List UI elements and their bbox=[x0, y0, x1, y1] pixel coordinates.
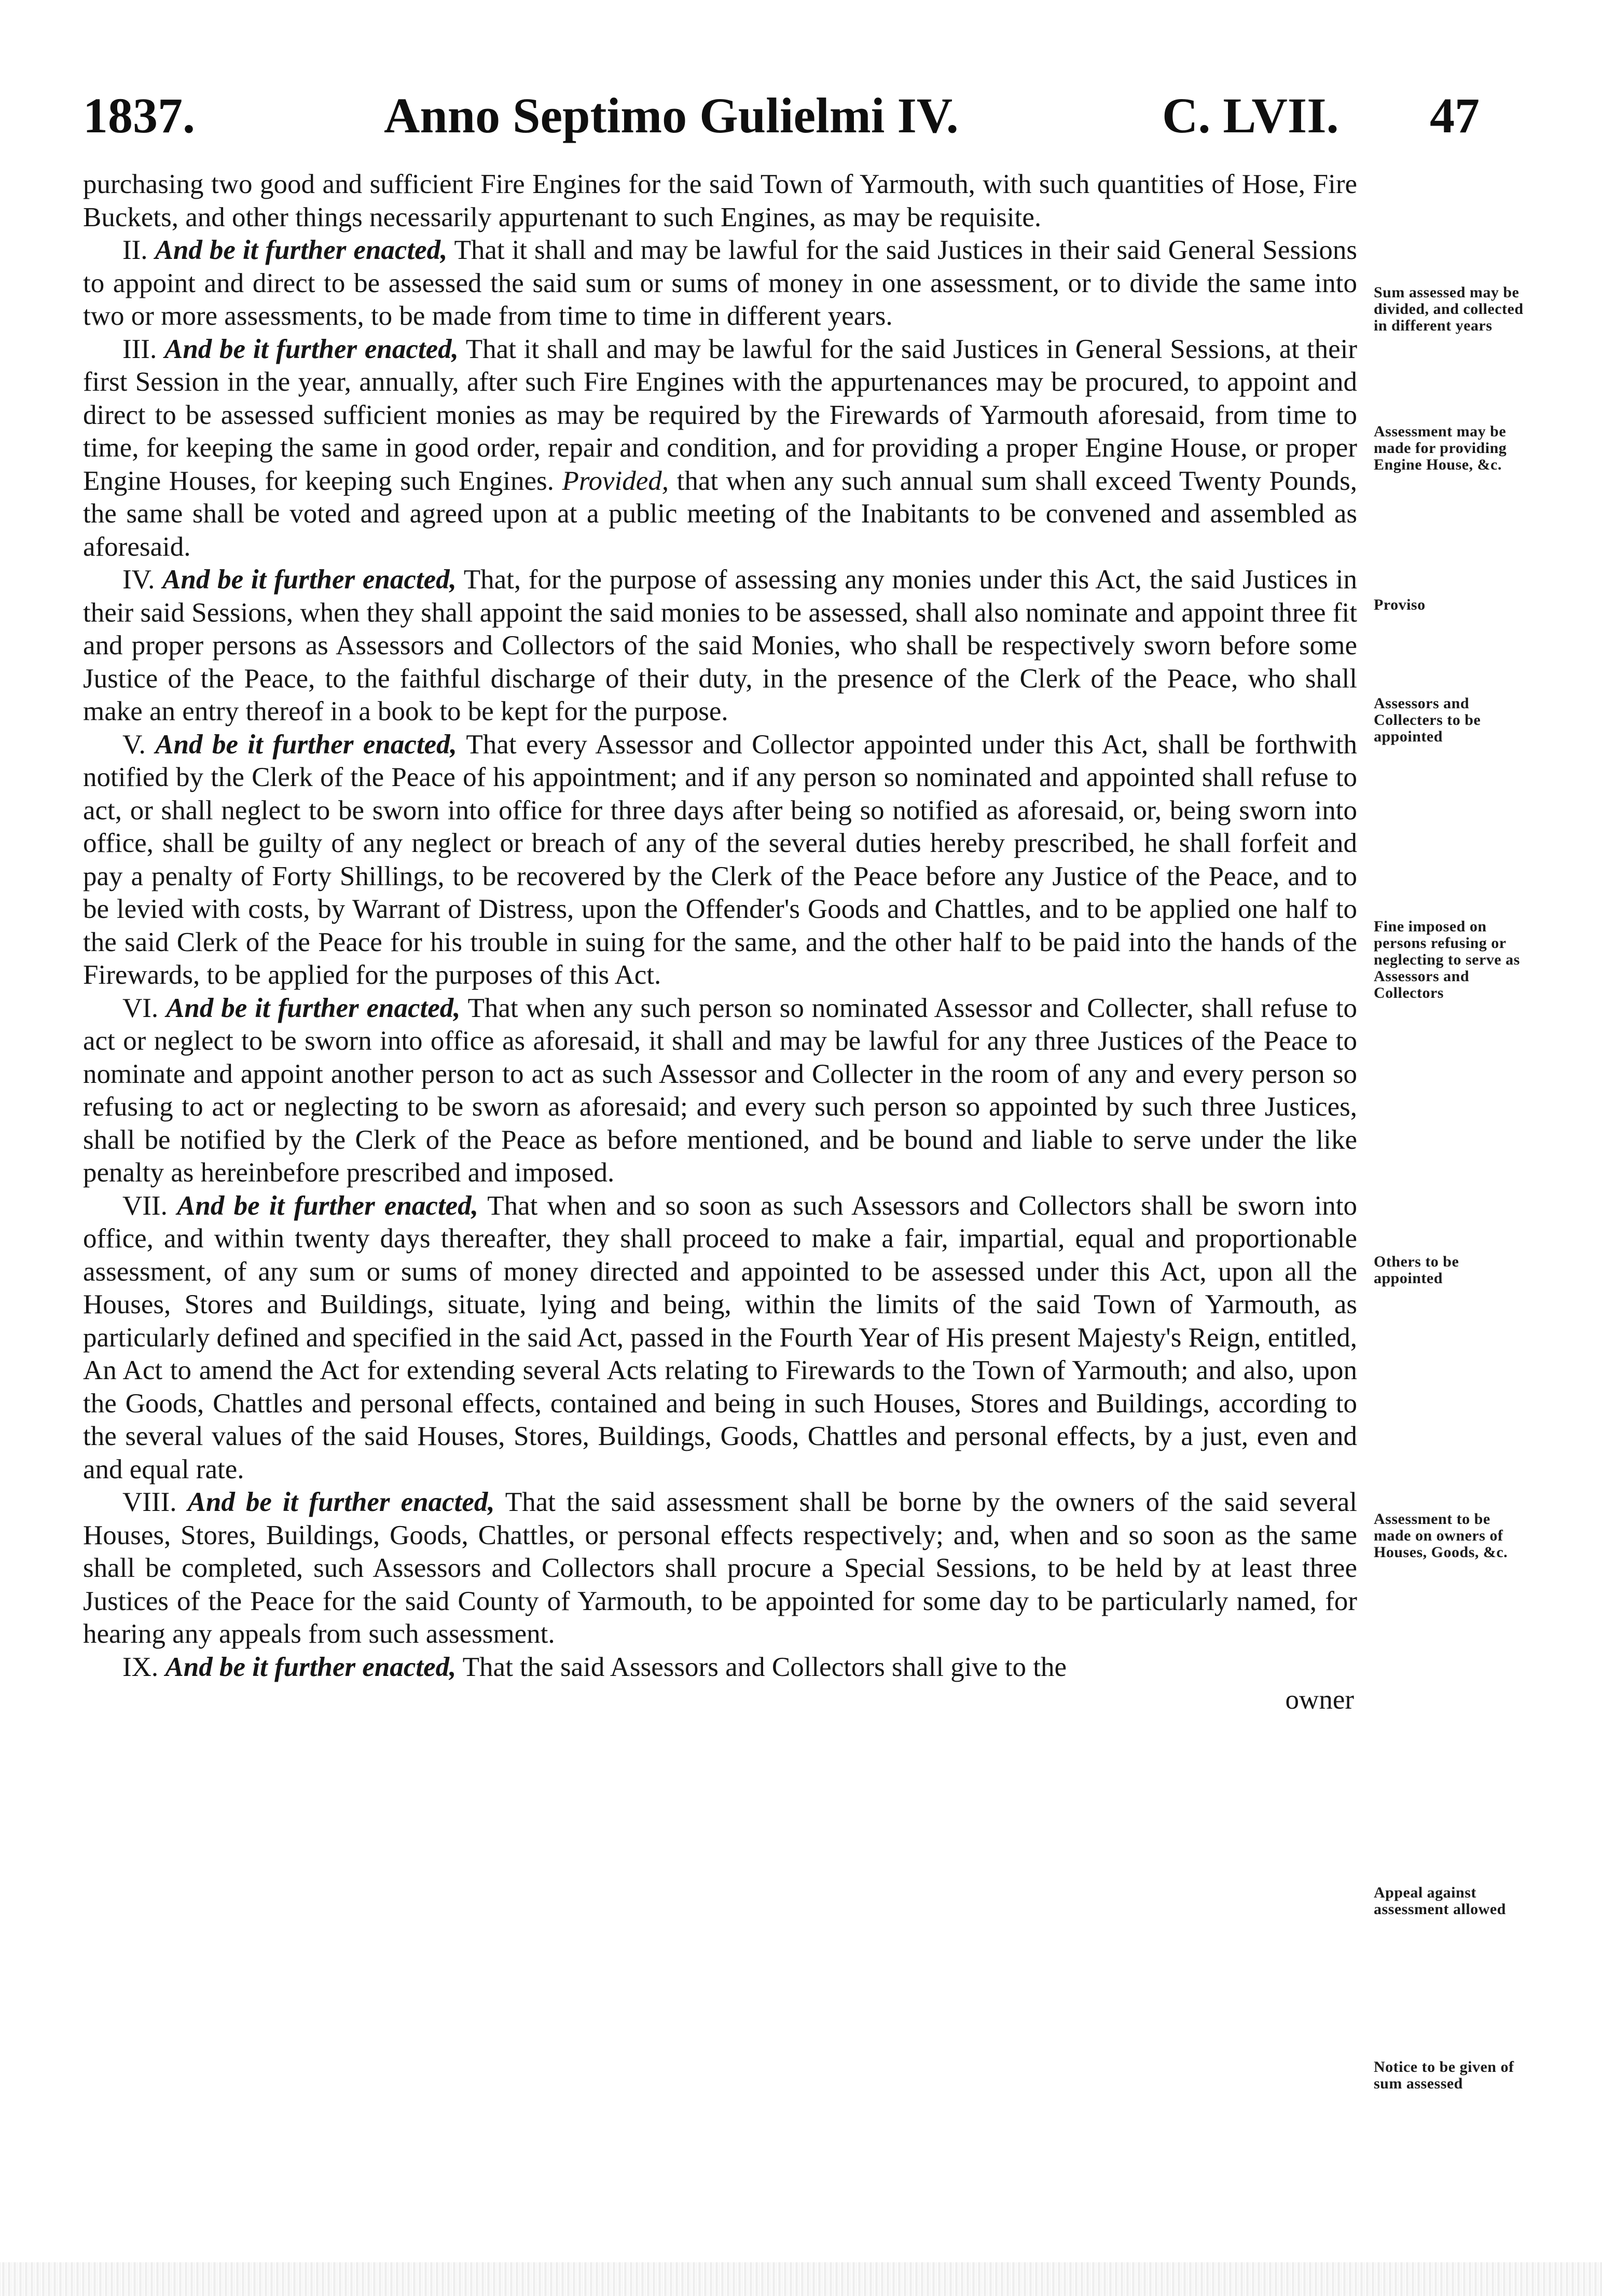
header-title: Anno Septimo Gulielmi IV. bbox=[384, 88, 959, 143]
section-9 bbox=[83, 1651, 1357, 1684]
section-number: VI. bbox=[122, 993, 159, 1023]
proviso-text: that when any such annual sum shall exceed Twenty Pounds, the same shall be voted and agreed upon at a public meeting of the Inabitants to be convened and assembled as aforesaid. bbox=[83, 465, 1358, 562]
section-number: III. bbox=[122, 334, 157, 364]
proviso-word: Provided, bbox=[562, 465, 669, 496]
section-number: IX. bbox=[122, 1652, 159, 1682]
enacting-clause: And be it further enacted, bbox=[164, 334, 459, 364]
section-5 bbox=[83, 728, 1357, 992]
section-4 bbox=[83, 563, 1357, 728]
section-text: That, for the purpose of assessing any monies under this Act, the said Justices in their said Sessions, when they shall appoint the said monies to be assessed, shall also nominate and appoint three fit and proper persons as Assessors and Collectors of the said Monies, who shall be respectively sworn before some Justice of the Peace, to the faithful discharge of their duty, in the presence of the Clerk of the Peace, who shall make an entry thereof in a book to be kept for the purpose. bbox=[83, 565, 1357, 726]
section-number: IV. bbox=[122, 565, 155, 595]
section-text: That when any such person so nominated Assessor and Collecter, shall refuse to act or neglect to be sworn into office as aforesaid, it shall and may be lawful for any three Justices of the Peace to nominate and appoint another person to act as such Assessor and Collecter in the room of any and every person so refusing to act or neglecting to be sworn as aforesaid; and every such person so appointed by such three Justices, shall be notified by the Clerk of the Peace as before mentioned, and be bound and liable to serve under the like penalty as hereinbefore prescribed and imposed. bbox=[83, 993, 1358, 1188]
margin-note-section-9: Notice to be given of sum assessed bbox=[1374, 2058, 1514, 2092]
enacting-clause: And be it further enacted, bbox=[155, 729, 457, 760]
margin-note-section-4: Assessors and Collecters to be appointed bbox=[1374, 695, 1481, 745]
section-text: That the said assessment shall be borne by the owners of the said several Houses, Stores, Buildings, Goods, Chattles, or personal effects respectively; and, when and so soon as the same shall be completed, such Assessors and Collectors shall procure a Special Sessions, to be held by at least three Justices of the Peace for the said County of Yarmouth, to be appointed for some day to be particularly named, for hearing any appeals from such assessment. bbox=[83, 1487, 1357, 1649]
section-text: That the said Assessors and Collectors shall give to the bbox=[462, 1652, 1067, 1682]
section-number: VIII. bbox=[122, 1487, 177, 1517]
header-year: 1837. bbox=[83, 88, 195, 143]
section-7 bbox=[83, 1190, 1357, 1487]
body-text bbox=[83, 168, 1357, 1717]
enacting-clause: And be it further enacted, bbox=[177, 1190, 478, 1221]
section-3 bbox=[83, 333, 1357, 564]
scan-noise-strip bbox=[0, 2262, 1602, 2296]
margin-note-section-6: Others to be appointed bbox=[1374, 1253, 1459, 1287]
section-6 bbox=[83, 992, 1357, 1190]
margin-note-section-7: Assessment to be made on owners of Houses, Goods, &c. bbox=[1374, 1510, 1508, 1561]
enacting-clause: And be it further enacted, bbox=[162, 565, 457, 595]
section-number: VII. bbox=[122, 1190, 168, 1221]
enacting-clause: And be it further enacted, bbox=[166, 993, 461, 1023]
section-number: V. bbox=[122, 729, 146, 760]
section-text: That it shall and may be lawful for the said Justices in their said General Sessions to appoint and direct to be assessed the said sum or sums of money in one assessment, or to divide the same into two or more assessments, to be made from time to time in different years. bbox=[83, 235, 1357, 331]
header-page-number: 47 bbox=[1430, 88, 1480, 143]
section-2 bbox=[83, 234, 1357, 333]
section-text: That when and so soon as such Assessors and Collectors shall be sworn into office, and within twenty days thereafter, they shall proceed to make a fair, impartial, equal and proportionable assessment, of any sum or sums of money directed and appointed to be assessed under this Act, upon all the Houses, Stores and Buildings, situate, lying and being, within the limits of the said Town of Yarmouth, as particularly defined and specified in the said Act, passed in the Fourth Year of His present Majesty's Reign, entitled, An Act to amend the Act for extending several Acts relating to Firewards to the Town of Yarmouth; and also, upon the Goods, Chattles and personal effects, contained and being in such Houses, Stores and Buildings, according to the several values of the said Houses, Stores, Buildings, Goods, Chattles and personal effects, by a just, even and and equal rate. bbox=[83, 1190, 1357, 1484]
section-text: purchasing two good and sufficient Fire Engines for the said Town of Yarmouth, with such quantities of Hose, Fire Buckets, and other things necessarily appurtenant to such Engines, as may be requisite. bbox=[83, 169, 1357, 232]
margin-note-proviso: Proviso bbox=[1374, 596, 1426, 613]
section-text: That every Assessor and Collector appointed under this Act, shall be forthwith notified by the Clerk of the Peace of his appointment; and if any person so nominated and appointed shall refuse to act, or shall neglect to be sworn into office for three days after being so notified as aforesaid, or, being sworn into office, shall be guilty of any neglect or breach of any of the several duties hereby prescribed, he shall forfeit and pay a penalty of Forty Shillings, to be recovered by the Clerk of the Peace before any Justice of the Peace, and to be levied with costs, by Warrant of Distress, upon the Offender's Goods and Chattles, and to be applied one half to the said Clerk of the Peace for his trouble in suing for the same, and the other half to be paid into the hands of the Firewards, to be applied for the purposes of this Act. bbox=[83, 729, 1357, 990]
enacting-clause: And be it further enacted, bbox=[155, 235, 448, 265]
enacting-clause: And be it further enacted, bbox=[165, 1652, 457, 1682]
enacting-clause: And be it further enacted, bbox=[187, 1487, 495, 1517]
section-text: That it shall and may be lawful for the said Justices in General Sessions, at their first Session in the year, annually, after such Fire Engines with the appurtenances may be procured, to appoint and direct to be assessed sufficient monies as may be required by the Firewards of Yarmouth aforesaid, from time to time, for keeping the same in good order, repair and condition, and for providing a proper Engine House, or proper Engine Houses, for keeping such Engines. bbox=[83, 334, 1357, 496]
margin-note-section-3: Assessment may be made for providing Engine House, &c. bbox=[1374, 423, 1507, 473]
section-continuation bbox=[83, 168, 1357, 234]
catchword: owner bbox=[1285, 1685, 1354, 1715]
margin-note-section-8: Appeal against assessment allowed bbox=[1374, 1884, 1506, 1918]
section-number: II. bbox=[122, 235, 148, 265]
margin-note-section-2: Sum assessed may be divided, and collected in different years bbox=[1374, 284, 1524, 334]
section-8 bbox=[83, 1486, 1357, 1651]
header-chapter: C. LVII. bbox=[1162, 88, 1339, 143]
margin-note-section-5: Fine imposed on persons refusing or neglecting to serve as Assessors and Collectors bbox=[1374, 918, 1520, 1001]
